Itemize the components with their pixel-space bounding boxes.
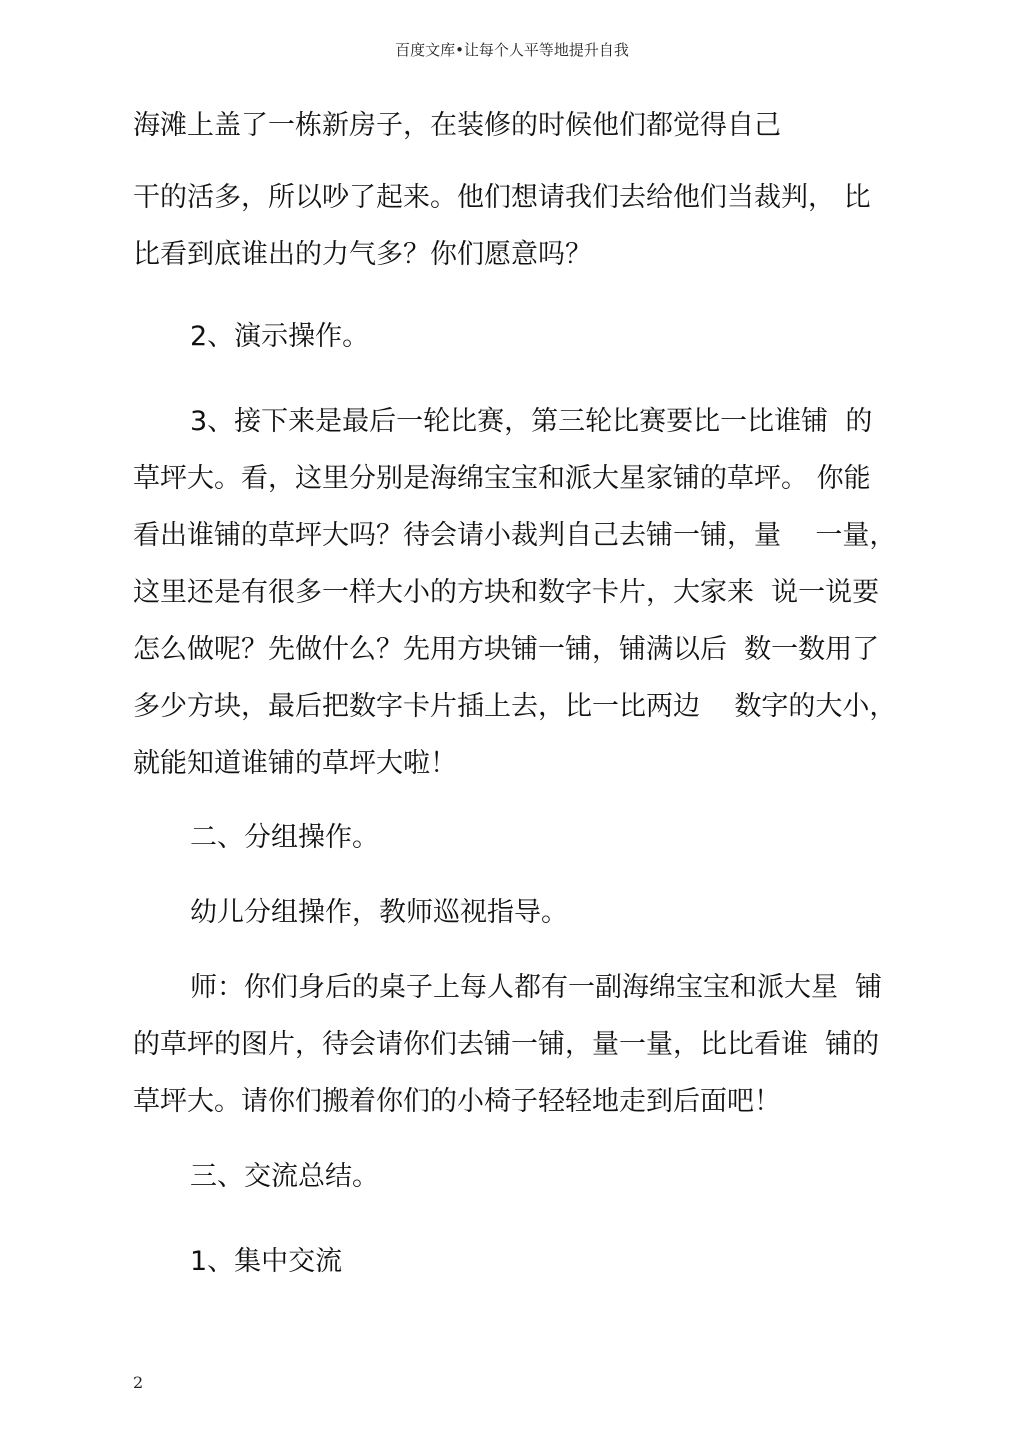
step-3-line-3: 看出谁铺的草坪大吗？待会请小裁判自己去铺一铺，量 一量， — [133, 520, 897, 551]
step-3-line-4: 这里还是有很多一样大小的方块和数字卡片，大家来 说一说要 — [133, 577, 880, 608]
paragraph-1-line-1: 海滩上盖了一栋新房子，在装修的时候他们都觉得自己 — [133, 110, 781, 141]
step-2-heading: 2、演示操作。 — [190, 321, 370, 352]
paragraph-1-line-2: 干的活多，所以吵了起来。他们想请我们去给他们当裁判， 比 — [133, 182, 871, 213]
page-number: 2 — [133, 1373, 144, 1392]
step-3-line-6: 多少方块，最后把数字卡片插上去，比一比两边 数字的大小， — [133, 691, 897, 722]
teacher-paragraph-line-2: 的草坪的图片，待会请你们去铺一铺，量一量，比比看谁 铺的 — [133, 1029, 880, 1060]
document-header: 百度文库•让每个人平等地提升自我 — [395, 41, 629, 59]
step-3-line-1: 3、接下来是最后一轮比赛，第三轮比赛要比一比谁铺 的 — [190, 406, 873, 437]
teacher-paragraph-line-1: 师：你们身后的桌子上每人都有一副海绵宝宝和派大星 铺 — [190, 972, 883, 1003]
section-3-heading: 三、交流总结。 — [190, 1161, 379, 1192]
step-3-line-2: 草坪大。看，这里分别是海绵宝宝和派大星家铺的草坪。 你能 — [133, 463, 871, 494]
section-2-heading: 二、分组操作。 — [190, 822, 379, 853]
teacher-paragraph-line-3: 草坪大。请你们搬着你们的小椅子轻轻地走到后面吧！ — [133, 1086, 781, 1117]
section-3-item-1: 1、集中交流 — [190, 1246, 343, 1277]
step-3-line-5: 怎么做呢？先做什么？先用方块铺一铺，铺满以后 数一数用了 — [133, 634, 880, 665]
paragraph-1-line-3: 比看到底谁出的力气多？你们愿意吗？ — [133, 239, 592, 270]
section-2-text: 幼儿分组操作，教师巡视指导。 — [190, 897, 568, 928]
step-3-line-7: 就能知道谁铺的草坪大啦！ — [133, 748, 457, 779]
